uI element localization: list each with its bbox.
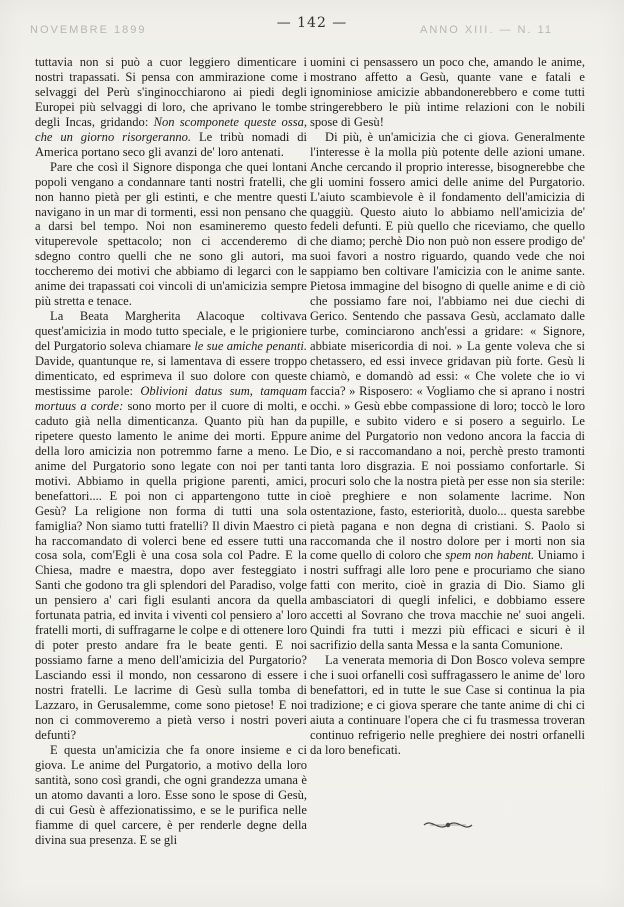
paragraph: [35, 55, 307, 160]
italic-quote: Non scomponete queste ossa, che un giorno risorgeranno.: [35, 114, 308, 144]
page-number: — 142 —: [276, 15, 348, 31]
paragraph-text: Di più, è un'amicizia che ci giova. Generalmente l'interesse è la molla più potente delle azioni umane. Anche cercando il proprio interesse, bisognerebbe che gli uomini fossero amici delle anime del Purgatorio. L'aiuto scambievole è il fondamento dell'amicizia di quaggiù. Questo aiuto lo abbiamo nell'amicizia de' fedeli defunti. E più quello che riceviamo, che quello che diamo; perchè Dio non può non essere prodigo de' suoi favori a nostro riguardo, quando vede che noi sappiamo ben coltivare l'amicizia con le anime sante. Pietosa immagine del bisogno di quelle anime e di ciò che possiamo fare noi, l'abbiamo nei due ciechi di Gerico. Sentendo che passava Gesù, acclamato dalle turbe, cominciarono anch'essi a gridare: « Signore, abbiate misericordia di noi. » La gente voleva che si chetassero, ed essi invece gridavan più forte. Gesù li chiamò, e domandò ad essi: « Che volete che io vi faccia? » Risposero: « Vogliamo che si aprano i nostri occhi. » Gesù ebbe compassione di loro; toccò le loro pupille, e subito videro e si posero a seguirlo. Le anime del Purgatorio non vedono ancora la faccia di Dio, e si raccomandano a noi, perchè presto tramonti tanta loro disgrazia. E noi possiamo confortarle. Si procuri solo che la nostra pietà per esse non sia sterile: cioè preghiere e non solamente lacrime. Non ostentazione, fasto, esteriorità, duolo... questa sarebbe pietà pagana e non degna di cristiani. S. Paolo si raccomanda che il nostro dolore per i morti non sia come quello di coloro che: [310, 129, 585, 563]
paragraph: La venerata memoria di Don Bosco voleva sempre che i suoi orfanelli così suffragassero le anime de' loro benefattori, ed in tutte le sue Case si continua la pia tradizione; e ci giova sperare che tante anime di chi ci aiuta a continuare l'opera che ci fu trasmessa troveran continuo refrigerio nelle preghiere dei nostri orfanelli da loro beneficati.: [310, 653, 585, 757]
right-column: [310, 55, 585, 758]
paragraph: uomini ci pensassero un poco che, amando le anime, mostrano affetto a Gesù, quante vane e fatali e ignominiose amicizie abbandonerebbero e come tutti stringerebbero le più intime relazioni con le nobili spose di Gesù!: [310, 55, 585, 129]
paragraph-text: Quanto più han da ripetere questo lamento le anime dei morti. Eppure della loro amicizia non potremmo farne a meno. Le anime del Purgatorio sono legate con noi per tanti motivi. Abbiamo in quella prigione parenti, amici, benefattori.... E poi non ci appartengono tutte in Gesù? La religione non forma di tutti una sola famiglia? Non siamo tutti fratelli? Il divin Maestro ci ha raccomandato di volerci bene ed essere tutti una cosa sola, com'Egli è una cosa sola col Padre. E la Chiesa, madre e maestra, dopo aver festeggiato i Santi che godono tra gli splendori del Paradiso, volge un pensiero a' cari figli esulanti ancora da quella fortunata patria, ed invita i viventi col pensiero a' loro fratelli morti, di suffragarne le colpe e di ottenere loro di poter presto andare fra le beate genti. E noi possiamo farne a meno dell'amicizia del Purgatorio? Lasciando essi il mondo, non cessarono di essere i nostri fratelli. Le lacrime di Gesù sulla tomba di Lazzaro, in Gerusalemme, come sono pietose! E noi non ci commoveremo a pietà verso i nostri poveri defunti?: [35, 413, 307, 742]
paragraph: E questa un'amicizia che fa onore insieme e ci giova. Le anime del Purgatorio, a motivo della loro santità, sono così grandi, che ogni grandezza umana è un atomo davanti a loro. Esse sono le spose di Gesù, di cui Gesù è affezionatissimo, e se le purifica nelle fiamme di quel carcere, è per renderle degne della divina sua presenza. E se gli: [35, 742, 307, 847]
paragraph: [310, 130, 585, 653]
paragraph-text: Le tribù nomadi di America portano seco gli avanzi de' loro antenati.: [35, 129, 308, 159]
paragraph: [35, 309, 307, 743]
paragraph: Pare che così il Signore disponga che quei lontani popoli vengano a condannare tanti nostri fratelli, che non hanno pietà per gli estinti, e che mentre questi navigano in un mar di tormenti, essi non pensano che a darsi bel tempo. Noi non esamineremo questo vituperevole spettacolo; non ci accenderemo di sdegno contro quelli che ne sono gli autori, ma toccheremo dei motivi che abbiamo di legarci con le anime dei trapassati coi vincoli di un'amicizia sempre più stretta e tenace.: [35, 159, 307, 309]
ornament-divider: [420, 816, 476, 834]
left-column: [35, 55, 307, 848]
paragraph-text: Uniamo i nostri suffragi alle loro pene e procuriamo che siano fatti con merito, cioè in grazia di Dio. Siamo gli ambasciatori di quegli infelici, e dobbiamo essere accetti al Sovrano che trova macchie ne' suoi angeli. Quindi fra tutti i mezzi più efficaci e sicuri è il sacrifizio della santa Messa e la santa Comunione.: [310, 548, 586, 653]
header-bleed-right: ANNO XIII. — N. 11: [420, 24, 553, 36]
paragraph-text: Davide, quantunque re, si lamentava di essere troppo dimenticato, ed esprimeva il suo dolore con queste mestissime parole:: [35, 354, 307, 398]
latin-quote: Oblivioni datus sum, tamquam mortuus a corde:: [35, 383, 307, 413]
paragraph-text: sono morto per il cuore di molti, e caduto già nella dimenticanza.: [35, 398, 307, 428]
paragraph-text: tuttavia non si può a cuor leggiero dimenticare i nostri trapassati. Si pensa con ammirazione come i selvaggi del Perù s'inginocchiarono ai piedi degli Europei più selvaggi di loro, che aprivano le tombe degli Incas, gridando:: [35, 55, 307, 129]
italic-phrase: le sue amiche penanti.: [194, 339, 307, 354]
paragraph-text: La Beata Margherita Alacoque coltivava quest'amicizia in modo tutto speciale, e le prigioniere del Purgatorio soleva chiamare: [35, 309, 307, 354]
italic-phrase: spem non habent.: [445, 548, 535, 563]
header-bleed-left: NOVEMBRE 1899: [30, 24, 147, 36]
